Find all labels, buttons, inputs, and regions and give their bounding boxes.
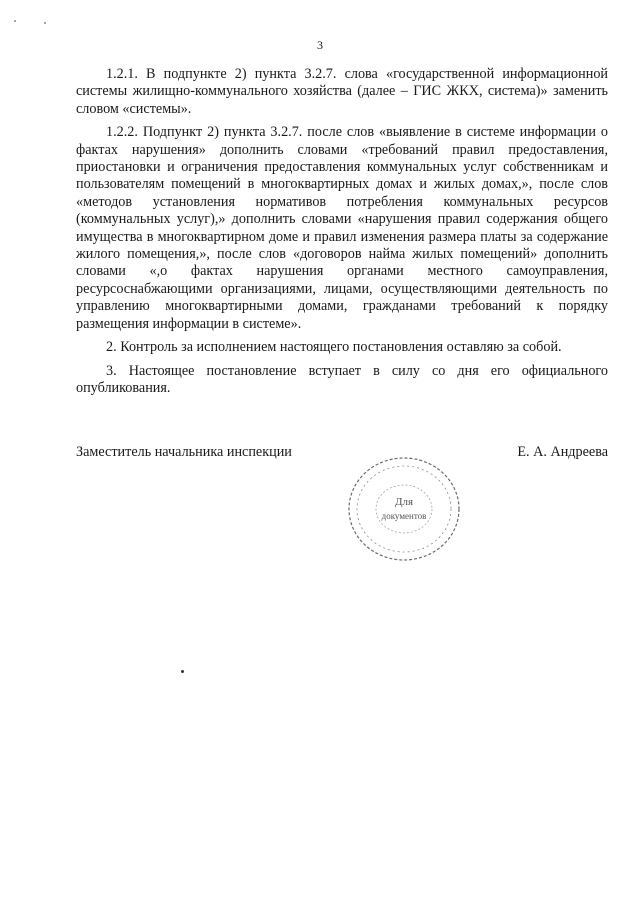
stamp-seal xyxy=(345,455,463,563)
signatory-title: Заместитель начальника инспекции xyxy=(76,444,292,460)
signatory-name: Е. А. Андреева xyxy=(517,444,608,460)
paragraph-1-2-1: 1.2.1. В подпункте 2) пункта 3.2.7. слова «государственной информационной системы жилищно-коммунального хозяйства (далее – ГИС ЖКХ, система)» заменить словом «системы». xyxy=(76,66,608,117)
scan-speck xyxy=(181,670,184,673)
paragraph-1-2-2: 1.2.2. Подпункт 2) пункта 3.2.7. после слов «выявление в системе информации о фактах нарушения» дополнить словами «требований правил предоставления, приостановки и ограничения предоставления коммунальных услуг собственникам и пользователям помещений в многоквартирных домах и жилых домах,», после слов «методов установления нормативов потребления коммунальных ресурсов (коммунальных услуг),» дополнить словами «нарушения правил содержания общего имущества в многоквартирном доме и правил изменения размера платы за содержание жилого помещения,», после слов «договоров найма жилых помещений» дополнить словами «,о фактах нарушения органами местного самоуправления, ресурсоснабжающими организациями, лицами, осуществляющими деятельность по управлению многоквартирными домами, гражданами требований к порядку размещения информации в системе». xyxy=(76,124,608,332)
paragraph-3: 3. Настоящее постановление вступает в силу со дня его официального опубликования. xyxy=(76,362,608,396)
paragraph-2: 2. Контроль за исполнением настоящего постановления оставляю за собой. xyxy=(106,339,562,356)
page-number: 3 xyxy=(317,38,323,52)
stamp-text-2: документов xyxy=(381,511,427,521)
scan-speck xyxy=(14,20,16,22)
stamp-text-1: Для xyxy=(394,496,414,508)
document-body xyxy=(76,66,608,403)
scan-speck xyxy=(44,22,46,24)
